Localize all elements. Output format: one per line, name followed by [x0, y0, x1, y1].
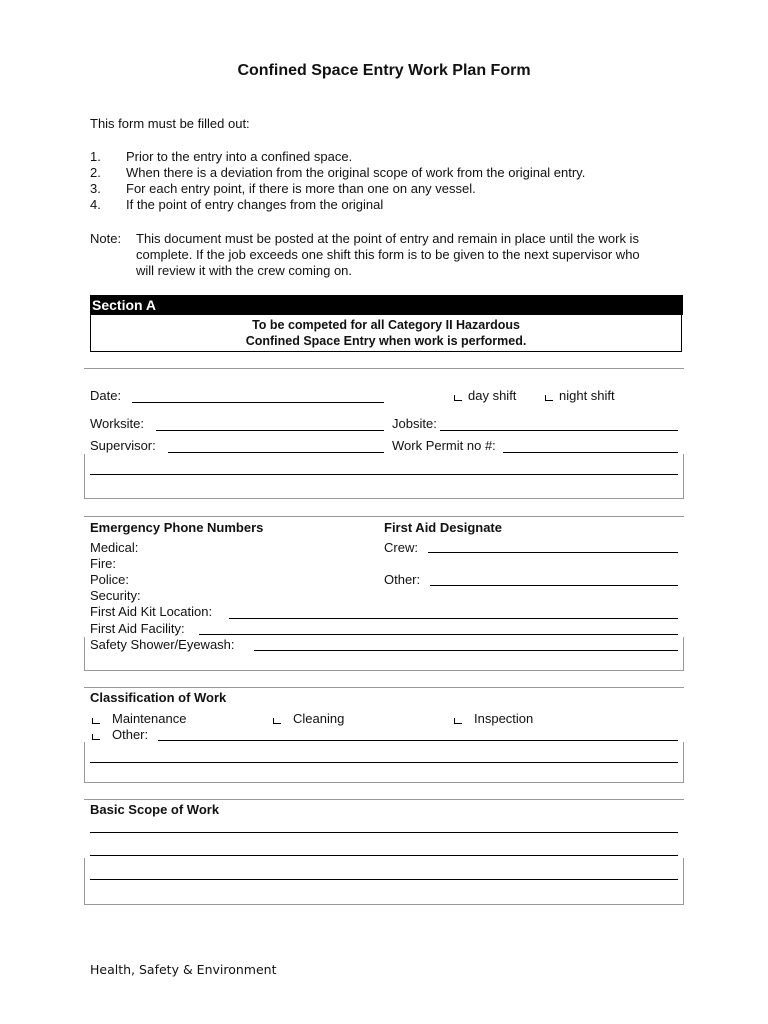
footer-text: Health, Safety & Environment: [90, 962, 277, 977]
checkbox-night-shift[interactable]: [545, 395, 553, 401]
scope-line[interactable]: [90, 879, 678, 880]
divider: [683, 742, 684, 782]
first-aid-facility-field[interactable]: [199, 634, 678, 635]
scope-line[interactable]: [90, 832, 678, 833]
divider: [84, 637, 85, 670]
divider: [84, 516, 684, 517]
other-work-option[interactable]: Other:: [92, 727, 148, 742]
day-shift-option[interactable]: day shift: [454, 388, 516, 403]
classification-heading: Classification of Work: [90, 690, 227, 705]
divider: [84, 687, 684, 688]
divider: [84, 454, 85, 498]
checkbox-maintenance[interactable]: [92, 718, 100, 724]
other-field[interactable]: [430, 585, 678, 586]
crew-field[interactable]: [428, 552, 678, 553]
shower-field[interactable]: [254, 650, 678, 651]
jobsite-label: Jobsite:: [392, 416, 437, 431]
section-a-instructions: [90, 315, 682, 352]
first-aid-kit-field[interactable]: [229, 618, 678, 619]
medical-label: Medical:: [90, 540, 139, 555]
list-number: 2.: [90, 165, 101, 180]
divider: [84, 498, 684, 499]
checkbox-inspection[interactable]: [454, 718, 462, 724]
page-title: Confined Space Entry Work Plan Form: [237, 62, 531, 79]
blank-line[interactable]: [90, 474, 678, 475]
note-line: complete. If the job exceeds one shift this form is to be given to the next supervisor who: [136, 247, 640, 262]
section-a-line2: Confined Space Entry when work is performed.: [245, 334, 527, 348]
supervisor-label: Supervisor:: [90, 438, 156, 453]
note-line: This document must be posted at the point of entry and remain in place until the work is: [136, 231, 639, 246]
worksite-field[interactable]: [156, 430, 384, 431]
divider: [84, 670, 684, 671]
divider: [84, 799, 684, 800]
note-line: will review it with the crew coming on.: [136, 263, 353, 278]
scope-line[interactable]: [90, 855, 678, 856]
first-aid-heading: First Aid Designate: [384, 520, 502, 535]
intro-text: This form must be filled out:: [90, 116, 250, 131]
divider: [683, 858, 684, 904]
worksite-label: Worksite:: [90, 416, 144, 431]
list-number: 3.: [90, 181, 101, 196]
scope-heading: Basic Scope of Work: [90, 802, 220, 817]
cleaning-option[interactable]: Cleaning: [273, 711, 344, 726]
list-text: If the point of entry changes from the original: [126, 197, 384, 212]
divider: [84, 742, 85, 782]
section-a-header: Section A: [90, 295, 683, 315]
first-aid-kit-label: First Aid Kit Location:: [90, 604, 213, 619]
date-label: Date:: [90, 388, 122, 403]
note-label: Note:: [90, 231, 122, 246]
checkbox-cleaning[interactable]: [273, 718, 281, 724]
checkbox-other[interactable]: [92, 734, 100, 740]
list-text: For each entry point, if there is more than one on any vessel.: [126, 181, 476, 196]
divider: [683, 637, 684, 670]
fire-label: Fire:: [90, 556, 116, 571]
blank-line[interactable]: [90, 762, 678, 763]
inspection-option[interactable]: Inspection: [454, 711, 533, 726]
crew-label: Crew:: [384, 540, 418, 555]
list-text: Prior to the entry into a confined space.: [126, 149, 353, 164]
section-a-line1: To be competed for all Category II Hazardous: [252, 318, 520, 332]
list-text: When there is a deviation from the original scope of work from the original entry.: [126, 165, 586, 180]
work-permit-field[interactable]: [503, 452, 678, 453]
shower-label: Safety Shower/Eyewash:: [90, 637, 235, 652]
divider: [84, 858, 85, 904]
divider: [84, 782, 684, 783]
night-shift-option[interactable]: night shift: [545, 388, 615, 403]
jobsite-field[interactable]: [440, 430, 678, 431]
divider: [84, 368, 684, 369]
emergency-heading: Emergency Phone Numbers: [90, 520, 264, 535]
maintenance-option[interactable]: Maintenance: [92, 711, 186, 726]
divider: [683, 454, 684, 498]
security-label: Security:: [90, 588, 141, 603]
work-permit-label: Work Permit no #:: [392, 438, 496, 453]
other-label: Other:: [384, 572, 421, 587]
police-label: Police:: [90, 572, 130, 587]
divider: [84, 904, 684, 905]
other-work-field[interactable]: [158, 740, 678, 741]
list-number: 4.: [90, 197, 101, 212]
first-aid-facility-label: First Aid Facility:: [90, 621, 185, 636]
checkbox-day-shift[interactable]: [454, 395, 462, 401]
date-field[interactable]: [132, 402, 384, 403]
supervisor-field[interactable]: [168, 452, 384, 453]
list-number: 1.: [90, 149, 101, 164]
